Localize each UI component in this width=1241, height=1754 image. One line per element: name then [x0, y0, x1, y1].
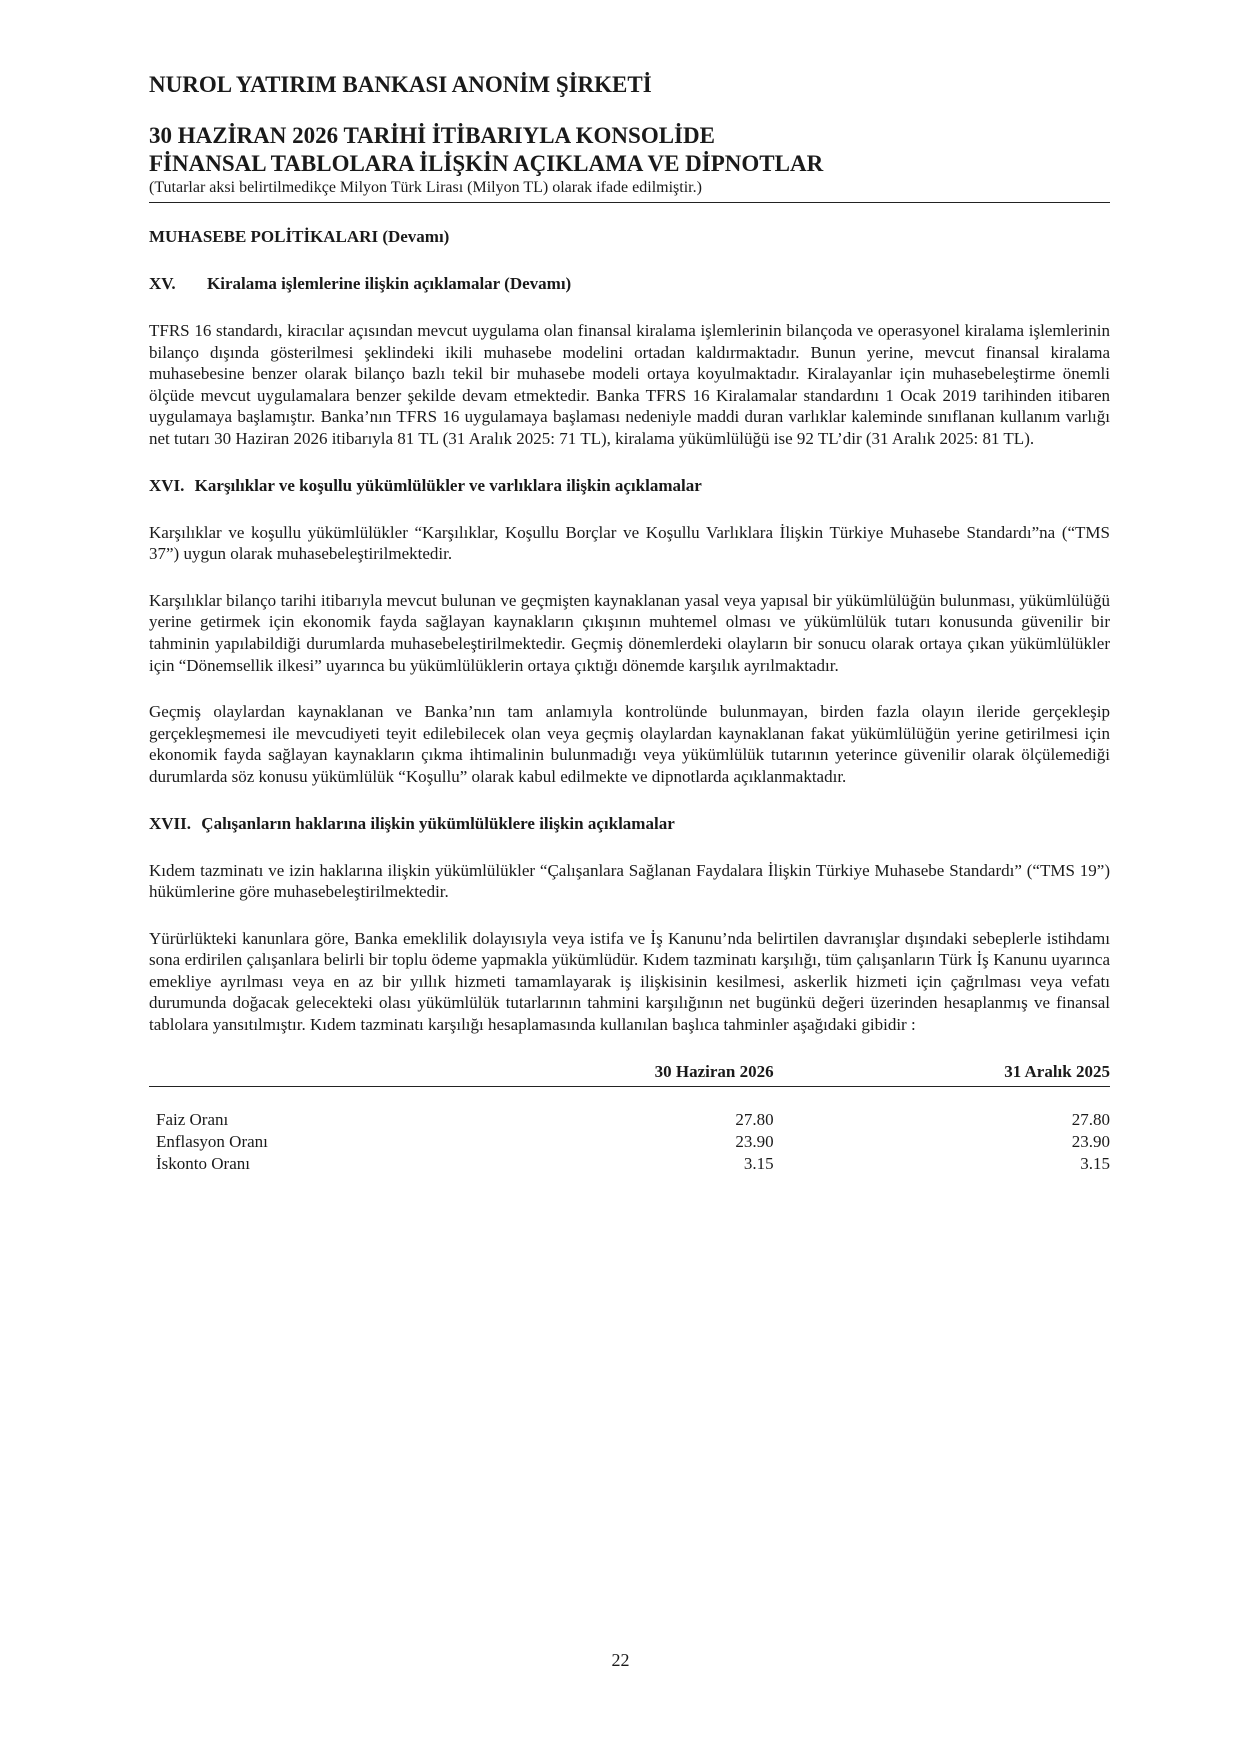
- table-row: [149, 1086, 1110, 1131]
- document-page: [149, 70, 1110, 1175]
- company-name: NUROL YATIRIM BANKASI ANONİM ŞİRKETİ: [149, 72, 652, 97]
- section-xvi-paragraph-1: Karşılıklar ve koşullu yükümlülükler “Karşılıklar, Koşullu Borçlar ve Koşullu Varlıklara İlişkin Türkiye Muhasebe Standardı”na (“TMS 37”) uygun olarak muhasebeleştirilmektedir.: [149, 522, 1110, 564]
- section-xvi-paragraph-3: Geçmiş olaylardan kaynaklanan ve Banka’nın tam anlamıyla kontrolünde bulunmayan, birden fazla olayın ileride gerçekleşip gerçekleşmemesi ile mevcudiyeti teyit edilebilecek olan veya geçmiş olaylardan kaynaklanan fakat yükümlülüğün yerine getirilmesi için ekonomik fayda sağlayan kaynakların çıkma ihtimalinin bulunmadığı veya yükümlülük tutarının yeterince güvenilir olarak ölçülemediği durumlarda söz konusu yükümlülük “Koşullu” olarak kabul edilmekte ve dipnotlarda açıklanmaktadır.: [149, 702, 1110, 786]
- row-label: Faiz Oranı: [156, 1109, 229, 1129]
- section-xvii-paragraph-1: Kıdem tazminatı ve izin haklarına ilişkin yükümlülükler “Çalışanlara Sağlanan Faydalara İlişkin Türkiye Muhasebe Standardı” (“TMS 19”) hükümlerine göre muhasebeleştirilmektedir.: [149, 860, 1110, 902]
- row-value-col1: 23.90: [735, 1131, 774, 1151]
- table-row: [149, 1153, 1110, 1175]
- report-title-line2: FİNANSAL TABLOLARA İLİŞKİN AÇIKLAMA VE DİPNOTLAR: [149, 151, 824, 176]
- table-header-col1: 30 Haziran 2026: [581, 1061, 773, 1087]
- section-xvi-heading: [149, 475, 1110, 497]
- page-number: 22: [611, 1650, 630, 1670]
- section-xvi-paragraph-2: Karşılıklar bilanço tarihi itibarıyla mevcut bulunan ve geçmişten kaynaklanan yasal veya yapısal bir yükümlülüğün bulunması, yükümlülüğü yerine getirmek için ekonomik fayda sağlayan kaynakların çıkışının muhtemel olması ve yükümlülük tutarı konusunda güvenilir bir tahminin yapılabildiği durumlarda muhasebeleştirilmektedir. Geçmiş dönemlerdeki olayların bir sonucu olarak ortaya çıkan yükümlülükler için “Dönemsellik ilkesi” uyarınca bu yükümlülüklerin ortaya çıktığı dönemde karşılık ayrılmaktadır.: [149, 590, 1110, 675]
- row-value-col1: 3.15: [743, 1153, 774, 1173]
- section-number: XVII.: [149, 813, 192, 833]
- section-title: Çalışanların haklarına ilişkin yükümlülüklere ilişkin açıklamalar: [201, 813, 675, 833]
- section-xv-heading: [149, 273, 1110, 295]
- section-xv-paragraph-1: TFRS 16 standardı, kiracılar açısından mevcut uygulama olan finansal kiralama işlemlerinin bilançoda ve operasyonel kiralama işlemlerinin bilanço dışında gösterilmesi şeklindeki ikili muhasebe modelini ortadan kaldırmaktadır. Bunun yerine, mevcut finansal kiralama muhasebesine benzer olarak bilanço bazlı tekil bir muhasebe modeli ortaya koyulmaktadır. Kiralayanlar için muhasebeleştirme önemli ölçüde mevcut uygulamalara benzer şekilde devam etmektedir. Banka TFRS 16 Kiralamalar standardını 1 Ocak 2019 tarihinden itibaren uygulamaya başlamıştır. Banka’nın TFRS 16 uygulamaya başlaması nedeniyle maddi duran varlıklar kaleminde sınıflanan kullanım varlığı net tutarı 30 Haziran 2026 itibarıyla 81 TL (31 Aralık 2025: 71 TL), kiralama yükümlülüğü ise 92 TL’dir (31 Aralık 2025: 81 TL).: [149, 321, 1110, 448]
- table-row: [149, 1131, 1110, 1153]
- row-label: İskonto Oranı: [156, 1153, 250, 1173]
- section-heading: MUHASEBE POLİTİKALARI (Devamı): [149, 227, 450, 246]
- row-value-col2: 27.80: [1071, 1109, 1110, 1129]
- table-header-blank: [149, 1061, 581, 1087]
- row-value-col2: 3.15: [1080, 1153, 1110, 1173]
- table-header-col2: 31 Aralık 2025: [774, 1061, 1110, 1087]
- section-xvii-heading: [149, 813, 1110, 835]
- report-title-line1: 30 HAZİRAN 2026 TARİHİ İTİBARIYLA KONSOLİDE: [149, 123, 715, 148]
- row-label: Enflasyon Oranı: [156, 1131, 268, 1151]
- row-value-col1: 27.80: [735, 1109, 774, 1129]
- section-title: Kiralama işlemlerine ilişkin açıklamalar (Devamı): [207, 274, 572, 293]
- section-xvii-paragraph-2: Yürürlükteki kanunlara göre, Banka emeklilik dolayısıyla veya istifa ve İş Kanunu’nda belirtilen davranışlar dışındaki sebeplerle istihdamı sona erdirilen çalışanlara belirli bir toplu ödeme yapmakla yükümlüdür. Kıdem tazminatı karşılığı, tüm çalışanların Türk İş Kanunu uyarınca emekliye ayrılması veya en az bir yıllık hizmeti tamamlayarak iş ilişkisinin kesilmesi, askerlik hizmeti için çağrılması veya vefatı durumunda doğacak gelecekteki olası yükümlülük tutarlarının tahmini karşılığının net bugünkü değeri üzerinden hesaplanmış ve finansal tablolara yansıtılmıştır. Kıdem tazminatı karşılığı hesaplamasında kullanılan başlıca tahminler aşağıdaki gibidir :: [149, 928, 1110, 1035]
- section-title: Karşılıklar ve koşullu yükümlülükler ve varlıklara ilişkin açıklamalar: [194, 475, 702, 495]
- section-number: XV.: [149, 274, 176, 293]
- section-number: XVI.: [149, 475, 185, 495]
- report-subtitle: (Tutarlar aksi belirtilmedikçe Milyon Türk Lirası (Milyon TL) olarak ifade edilmiştir.): [149, 178, 1110, 203]
- row-value-col2: 23.90: [1071, 1131, 1110, 1151]
- table-header-row: [149, 1061, 1110, 1087]
- rates-table: [149, 1061, 1110, 1175]
